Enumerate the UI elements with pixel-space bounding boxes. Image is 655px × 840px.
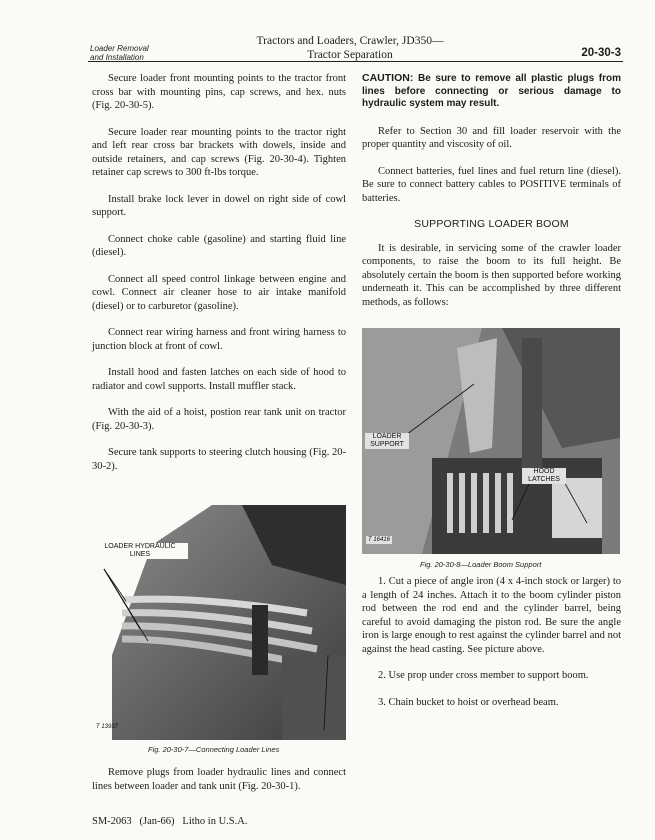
caution-text: Be sure to remove all plastic plugs from lines before connecting or serious damage to hydraulic system may result. [362, 73, 621, 109]
figure-connecting-loader-lines [92, 505, 346, 740]
hood-latches-label [522, 468, 566, 484]
manual-subtitle: Tractor Separation [307, 49, 393, 61]
label-line: LOADER [372, 433, 402, 440]
page-header-title [205, 34, 495, 62]
caution-box [362, 72, 621, 111]
paragraph: With the aid of a hoist, postion rear tank unit on tractor (Fig. 20-30-3). [92, 407, 346, 432]
page-footer: SM-2063 (Jan-66) Litho in U.S.A. [92, 816, 248, 827]
right-column [362, 72, 621, 322]
right-steps [362, 575, 621, 722]
paragraph: Connect all speed control linkage between engine and cowl. Connect air cleaner hose to air intake manifold (diesel) or to carburetor (gasoline). [92, 273, 346, 312]
step-item: 3. Chain bucket to hoist or overhead beam. [378, 696, 559, 708]
paragraph: Install brake lock lever in dowel on right side of cowl support. [92, 193, 346, 218]
section-label [90, 44, 149, 62]
paragraph: Install hood and fasten latches on each side of hood to radiator and cowl supports. Install muffler stack. [92, 367, 346, 392]
paragraph: Refer to Section 30 and fill loader reservoir with the proper quantity and viscosity of oil. [362, 125, 621, 150]
left-after-figure [92, 766, 346, 793]
paragraph: Connect rear wiring harness and front wiring harness to junction block at front of cowl. [92, 327, 346, 352]
section-heading: SUPPORTING LOADER BOOM [414, 218, 569, 230]
step-item: 2. Use prop under cross member to support boom. [378, 670, 589, 681]
figure-caption: Fig. 20-30-7—Connecting Loader Lines [148, 745, 280, 754]
manual-title: Tractors and Loaders, Crawler, JD350— [256, 35, 444, 47]
paragraph: Secure loader front mounting points to the tractor front cross bar with mounting pins, cap screws, and hex. nuts (Fig. 20-30-5). [92, 73, 346, 111]
paragraph: Secure loader rear mounting points to the tractor right and left rear cross bar brackets with dowels, inside and outside retainers, and cap screws (Fig. 20-30-4). Tighten retainer cap screws to 300 ft-lbs torque. [92, 126, 346, 178]
paragraph: Remove plugs from loader hydraulic lines and connect lines between loader and tank unit (Fig. 20-30-1). [92, 767, 346, 792]
step-item: 1. Cut a piece of angle iron (4 x 4-inch stock or larger) to a length of 24 inches. Attach it to the boom cylinder piston rod between the rod end and the cylinder barrel, being careful to avoid damaging the piston rod. Be sure the angle iron is large enough to rest against the cylinder barrel and not against the head casting. See picture above. [362, 576, 621, 655]
paragraph: Connect batteries, fuel lines and fuel return line (diesel). Be sure to connect battery cables to POSITIVE terminals of batteries. [362, 165, 621, 204]
loader-hydraulic-lines-label [92, 543, 188, 559]
section-label-line2: and Installation [90, 53, 144, 62]
paragraph: Secure tank supports to steering clutch housing (Fig. 20-30-2). [92, 447, 346, 472]
section-label-line1: Loader Removal [90, 44, 149, 53]
header-rule [88, 61, 623, 62]
figure-loader-boom-support [362, 328, 620, 554]
page-number: 20-30-3 [581, 47, 621, 59]
photo-id: T 16416 [368, 537, 391, 543]
label-line: LATCHES [528, 476, 560, 483]
label-line: LINES [129, 551, 151, 558]
left-column [92, 72, 346, 486]
figure-caption: Fig. 20-30-8—Loader Boom Support [420, 560, 542, 569]
label-line: SUPPORT [370, 441, 404, 448]
paragraph: Connect choke cable (gasoline) and starting fluid line (diesel). [92, 233, 346, 258]
photo-id: T 13937 [96, 724, 119, 730]
paragraph: It is desirable, in servicing some of the crawler loader components, to raise the boom to its full height. Be absolutely certain the boom is then supported before working underneath it. This can be accomplished by three different methods, as follows: [362, 242, 621, 308]
caution-lead: CAUTION: [362, 72, 414, 84]
hydraulic-lines-photo [92, 505, 346, 740]
label-line: LOADER HYDRAULIC [104, 543, 176, 550]
label-line: HOOD [533, 468, 555, 475]
loader-support-label [365, 433, 409, 449]
